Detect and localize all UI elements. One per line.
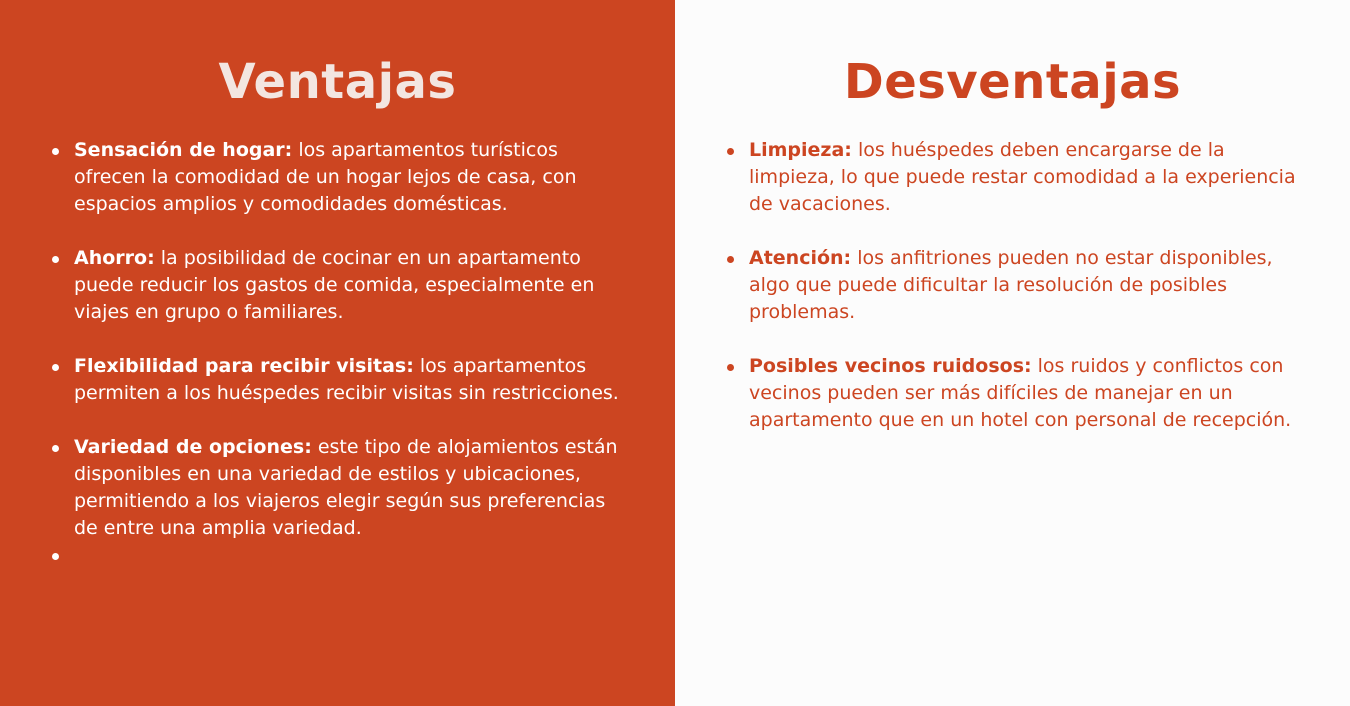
item-text: la posibilidad de cocinar en un apartamento puede reducir los gastos de comida, especialmente en viajes en grupo o familiares.: [74, 247, 595, 323]
item-text: los anfitriones pueden no estar disponibles, algo que puede dificultar la resolución de posibles problemas.: [749, 247, 1273, 323]
item-term: Atención:: [749, 247, 852, 269]
ventajas-title: Ventajas: [218, 54, 457, 110]
empty-list-item: [52, 542, 635, 569]
bullet-icon: [52, 364, 59, 371]
bullet-icon: [52, 148, 59, 155]
desventajas-list: [727, 137, 1316, 434]
list-item: [727, 137, 1316, 218]
list-item: [52, 137, 635, 218]
item-text: los apartamentos permiten a los huéspedes recibir visitas sin restricciones.: [74, 355, 619, 404]
item-text: este tipo de alojamientos están disponibles en una variedad de estilos y ubicaciones, permitiendo a los viajeros elegir según sus preferencias de entre una amplia variedad.: [74, 436, 618, 539]
item-term: Limpieza:: [749, 139, 852, 161]
item-term: Variedad de opciones:: [74, 436, 312, 458]
list-item: [727, 353, 1316, 434]
item-term: Sensación de hogar:: [74, 139, 293, 161]
list-item: [727, 245, 1316, 326]
bullet-icon: [52, 445, 59, 452]
item-term: Ahorro:: [74, 247, 155, 269]
item-term: Posibles vecinos ruidosos:: [749, 355, 1032, 377]
bullet-icon: [52, 256, 59, 263]
bullet-icon: [727, 256, 734, 263]
bullet-icon: [52, 553, 59, 560]
item-text: los huéspedes deben encargarse de la limpieza, lo que puede restar comodidad a la experiencia de vacaciones.: [749, 139, 1296, 215]
list-item: [52, 353, 635, 407]
item-term: Flexibilidad para recibir visitas:: [74, 355, 414, 377]
list-item: [52, 434, 635, 542]
desventajas-panel: [675, 0, 1350, 706]
item-text: los ruidos y conflictos con vecinos pueden ser más difíciles de manejar en un apartamento que en un hotel con personal de recepción.: [749, 355, 1292, 431]
item-text: los apartamentos turísticos ofrecen la comodidad de un hogar lejos de casa, con espacios amplios y comodidades domésticas.: [74, 139, 577, 215]
bullet-icon: [727, 364, 734, 371]
desventajas-title: Desventajas: [843, 54, 1182, 110]
list-item: [52, 245, 635, 326]
bullet-icon: [727, 148, 734, 155]
ventajas-list: [52, 137, 635, 569]
